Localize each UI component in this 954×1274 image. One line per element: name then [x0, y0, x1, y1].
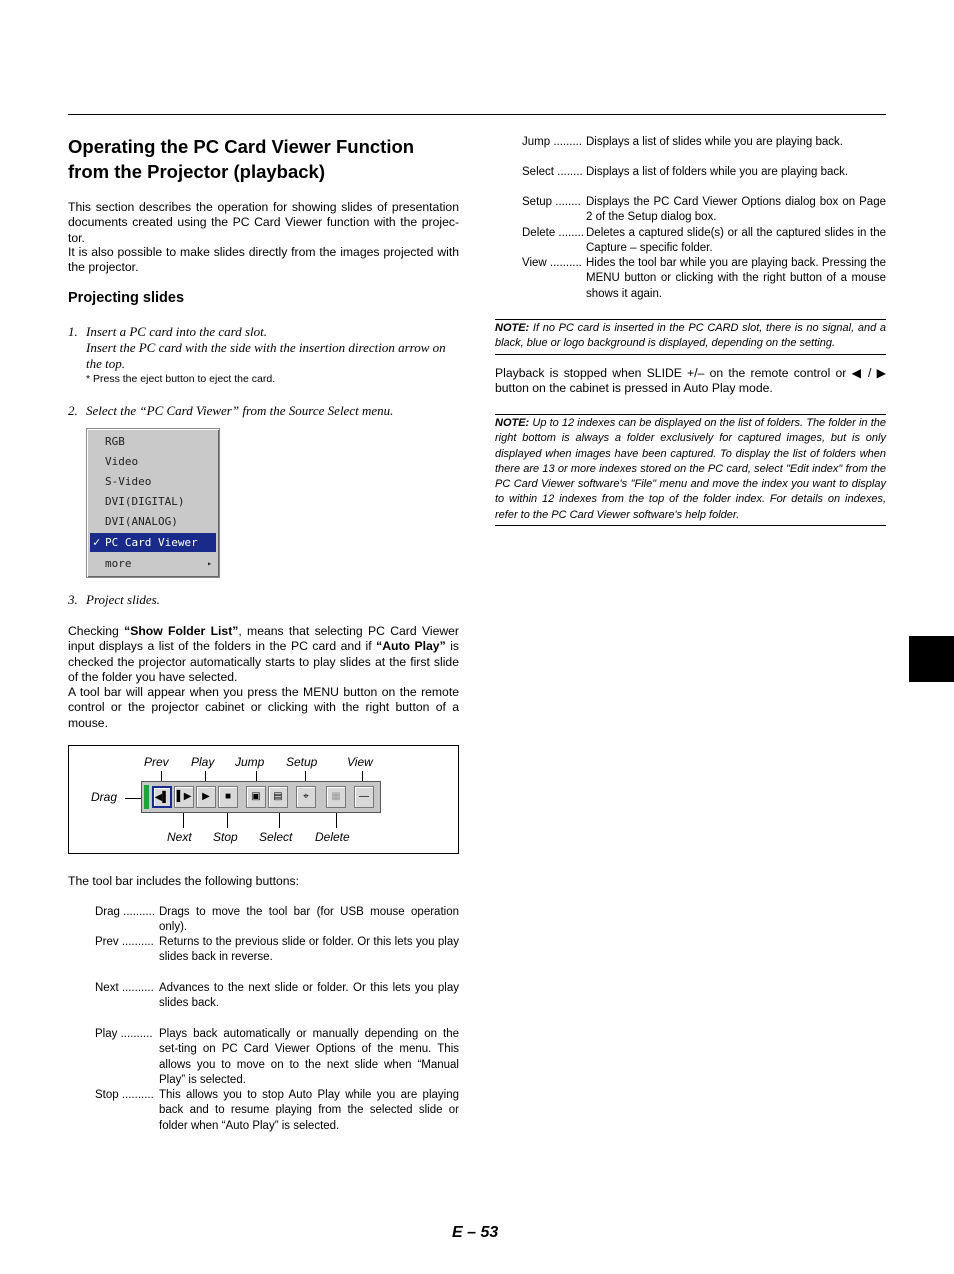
intro-paragraph-2: It is also possible to make slides directly from the images projected with the projector. — [68, 245, 459, 275]
next-button[interactable]: ▌▶ — [174, 786, 194, 808]
title-line-2: from the Projector (playback) — [68, 161, 326, 182]
menu-item-label: DVI(DIGITAL) — [105, 495, 185, 508]
menu-item-pc-card-viewer[interactable] — [90, 533, 216, 552]
label-drag: Drag — [91, 790, 118, 804]
def-jump — [522, 135, 886, 151]
playback-paragraph: Playback is stopped when SLIDE +/– on the remote control or ◀ / ▶ button on the cabinet is pressed in Auto Play mode. — [495, 366, 886, 396]
def-view — [522, 256, 886, 304]
step-1-number: 1. — [68, 324, 78, 339]
note-label: NOTE: — [495, 417, 530, 429]
def-select — [522, 165, 886, 181]
note-rule — [495, 319, 886, 320]
check-icon: ✓ — [93, 535, 101, 549]
menu-item-label: PC Card Viewer — [105, 536, 198, 549]
step-1-footnote: * Press the eject button to eject the card. — [86, 373, 276, 385]
step-1 — [68, 324, 459, 372]
page-number: E – 53 — [452, 1224, 499, 1241]
note-indexes — [495, 416, 886, 526]
def-delete — [522, 226, 886, 258]
def-term: Stop .......... — [95, 1089, 154, 1101]
def-desc: This allows you to stop Auto Play while you are playing back and to resume playing from the selected slide or folder when “Auto Play” is selected. — [159, 1089, 459, 1132]
checking-paragraph — [68, 624, 459, 685]
note-no-card — [495, 321, 886, 355]
play-button[interactable]: ▶ — [196, 786, 216, 808]
def-desc: Displays a list of slides while you are playing back. — [586, 136, 843, 148]
menu-item-s-video[interactable] — [90, 472, 216, 491]
step-3-text: Project slides. — [86, 592, 160, 607]
note-text: If no PC card is inserted in the PC CARD slot, there is no signal, and a black, blue or logo background is displayed, depending on the setting. — [495, 322, 886, 350]
label-view: View — [347, 755, 373, 769]
step-1-detail: Insert the PC card with the side with the insertion direction arrow on the top. — [86, 340, 446, 371]
menu-item-rgb[interactable] — [90, 432, 216, 451]
label-next: Next — [167, 830, 192, 844]
section-tab — [909, 636, 954, 682]
stop-button[interactable]: ■ — [218, 786, 238, 808]
section-heading: Projecting slides — [68, 290, 185, 306]
label-delete: Delete — [315, 830, 350, 844]
intro-paragraph-1: This section describes the operation for showing slides of presentation documents created using the PC Card Viewer function with the projec-tor. — [68, 200, 459, 245]
delete-button[interactable]: ▦ — [326, 786, 346, 808]
menu-item-label: Video — [105, 455, 139, 468]
label-setup: Setup — [286, 755, 318, 769]
label-select: Select — [259, 830, 293, 844]
def-term: Delete ........ — [522, 227, 584, 239]
menu-item-dvi-analog[interactable] — [90, 512, 216, 531]
menu-item-dvi-digital[interactable] — [90, 492, 216, 511]
page-title — [68, 134, 468, 184]
leader-line — [183, 813, 184, 828]
menu-item-more[interactable] — [90, 554, 216, 573]
def-next — [95, 981, 459, 1013]
step-3 — [68, 592, 459, 608]
show-folder-list-term: “Show Folder List” — [124, 624, 239, 638]
def-desc: Returns to the previous slide or folder. Or this lets you play slides back in reverse. — [159, 936, 459, 964]
def-desc: Deletes a captured slide(s) or all the captured slides in the Capture – specific folder. — [586, 227, 886, 255]
def-term: Setup ........ — [522, 196, 581, 208]
def-desc: Displays a list of folders while you are playing back. — [586, 166, 849, 178]
step-2-text: Select the “PC Card Viewer” from the Source Select menu. — [86, 403, 394, 418]
menu-item-label: S-Video — [105, 475, 152, 488]
def-term: Jump ......... — [522, 136, 583, 148]
label-prev: Prev — [144, 755, 169, 769]
def-desc: Hides the tool bar while you are playing back. Pressing the MENU button or clicking with the right button of a mouse shows it again. — [586, 257, 886, 300]
step-2 — [68, 403, 459, 419]
playback-toolbar — [141, 781, 381, 813]
menu-item-label: more — [105, 557, 132, 570]
label-stop: Stop — [213, 830, 238, 844]
toolbar-paragraph: A tool bar will appear when you press the MENU button on the remote control or the projector cabinet or clicking with the right button of a mouse. — [68, 685, 459, 730]
def-desc: Drags to move the tool bar (for USB mouse operation only). — [159, 906, 459, 934]
def-play — [95, 1027, 459, 1086]
setup-button[interactable]: ⌖ — [296, 786, 316, 808]
leader-line — [279, 813, 280, 828]
toolbar-figure — [68, 745, 459, 854]
def-stop — [95, 1088, 459, 1136]
step-3-number: 3. — [68, 592, 78, 607]
prev-button[interactable]: ◀▌ — [152, 786, 172, 808]
def-term: Prev .......... — [95, 936, 154, 948]
def-term: Play .......... — [95, 1028, 153, 1040]
label-play: Play — [191, 755, 215, 769]
def-desc: Advances to the next slide or folder. Or this lets you play slides back. — [159, 982, 459, 1010]
step-2-number: 2. — [68, 403, 78, 418]
def-term: Drag .......... — [95, 906, 156, 918]
checking-mid: , means that selecting PC Card Viewer input displays a list of the folders in the PC card and if — [68, 624, 459, 654]
chevron-right-icon: ▸ — [207, 559, 212, 568]
checking-post: is checked the projector automatically starts to play slides at the first slide of the folder you have selected. — [68, 639, 459, 684]
note-rule — [495, 414, 886, 415]
select-button[interactable]: ▤ — [268, 786, 288, 808]
menu-item-video[interactable] — [90, 452, 216, 471]
menu-item-label: RGB — [105, 435, 125, 448]
label-jump: Jump — [235, 755, 265, 769]
source-select-menu — [86, 428, 220, 578]
def-setup — [522, 195, 886, 227]
jump-button[interactable]: ▣ — [246, 786, 266, 808]
step-1-text: Insert a PC card into the card slot. — [86, 324, 268, 339]
def-prev — [95, 935, 459, 967]
menu-item-label: DVI(ANALOG) — [105, 515, 178, 528]
toolbar-intro: The tool bar includes the following buttons: — [68, 874, 300, 888]
note-label: NOTE: — [495, 322, 530, 334]
def-desc: Displays the PC Card Viewer Options dialog box on Page 2 of the Setup dialog box. — [586, 196, 886, 224]
def-drag — [95, 905, 459, 934]
note-text: Up to 12 indexes can be displayed on the list of folders. The folder in the right bottom is always a folder exclusively for captured images, but is only displayed when images have been captured. To display the list of folders when there are 13 or more indexes stored on the PC card, select "Edit index" from the PC Card Viewer software's "File" menu and move the index you want to display to within 12 indexes from the top of the folder index. For details on indexes, refer to the PC Card Viewer software's help folder. — [495, 417, 886, 521]
view-button[interactable]: — — [354, 786, 374, 808]
def-term: Next .......... — [95, 982, 154, 994]
def-term: View .......... — [522, 257, 582, 269]
leader-line — [227, 813, 228, 828]
auto-play-term: “Auto Play” — [376, 639, 446, 654]
leader-line — [336, 813, 337, 828]
checking-pre: Checking — [68, 624, 125, 638]
def-desc: Plays back automatically or manually depending on the set-ting on PC Card Viewer Options of the menu. This allows you to move on to the next slide when “Manual Play” is selected. — [159, 1028, 459, 1086]
drag-handle[interactable] — [144, 785, 149, 809]
title-line-1: Operating the PC Card Viewer Function — [68, 136, 415, 157]
top-rule — [68, 114, 886, 115]
def-term: Select ........ — [522, 166, 583, 178]
